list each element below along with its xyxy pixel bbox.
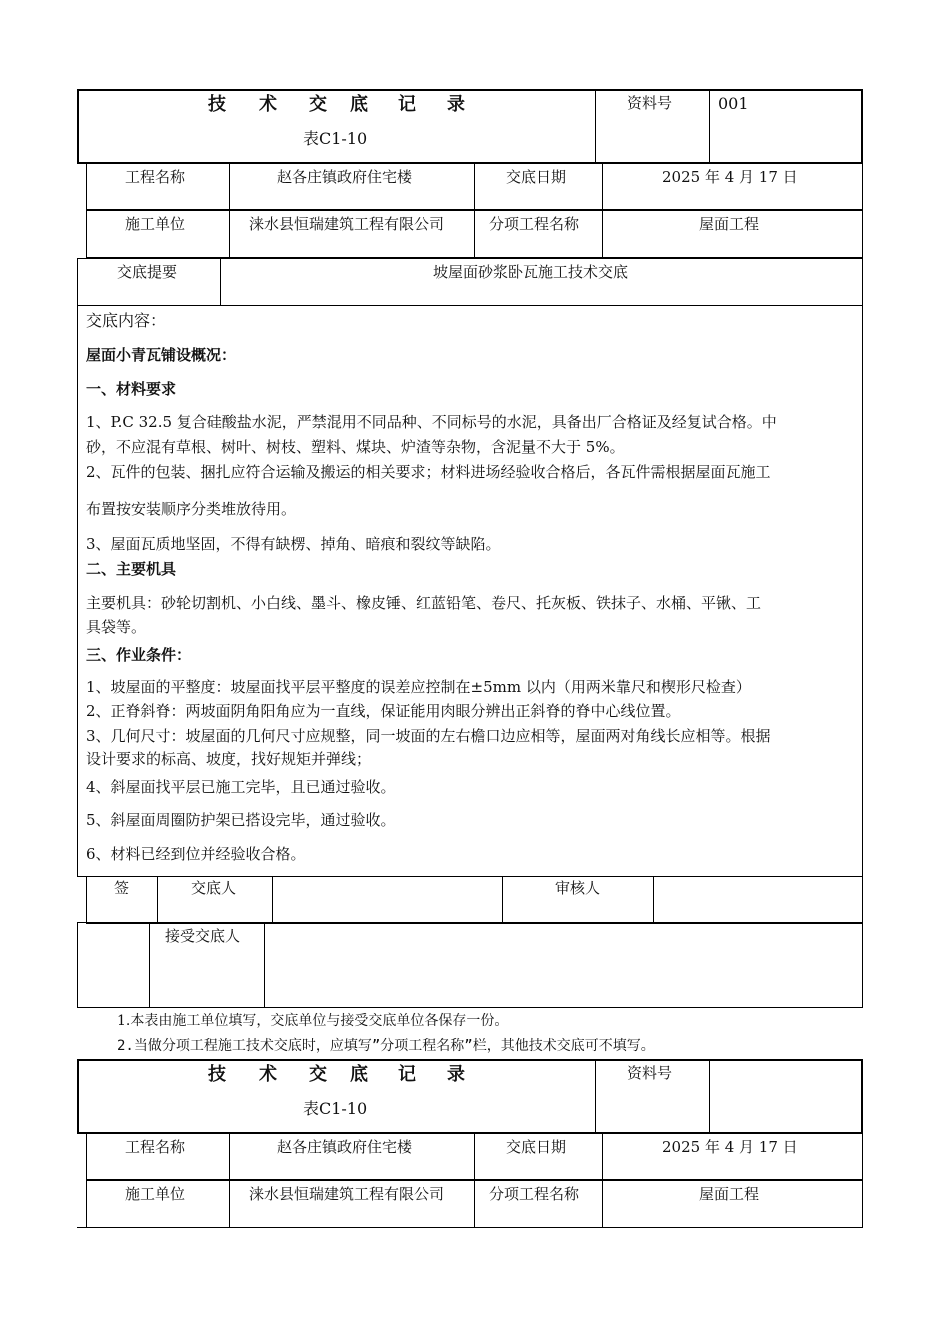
date-label: 交底日期 — [506, 1138, 567, 1156]
section-3-line: 5、斜屋面周圈防护架已搭设完毕，通过验收。 — [86, 811, 396, 829]
subproject-label: 分项工程名称 — [489, 215, 580, 233]
divider — [157, 876, 158, 924]
doc-no-label: 资料号 — [627, 94, 673, 112]
section-3-line: 3、几何尺寸：坡屋面的几何尺寸应规整，同一坡面的左右檐口边应相等，屋面两对角线长应相等。根据 — [86, 727, 771, 745]
note-1: 1.本表由施工单位填写，交底单位与接受交底单位各保存一份。 — [117, 1013, 509, 1029]
subproject-value[interactable]: 屋面工程 — [699, 1185, 760, 1203]
content-heading: 屋面小青瓦铺设概况： — [86, 346, 237, 364]
divider — [264, 922, 265, 1008]
project-name-value[interactable]: 赵各庄镇政府住宅楼 — [277, 1138, 413, 1156]
form-number: 表C1-10 — [303, 129, 368, 148]
form-number: 表C1-10 — [303, 1099, 368, 1118]
date-label: 交底日期 — [506, 168, 567, 186]
section-3-line: 4、斜屋面找平层已施工完毕，且已通过验收。 — [86, 778, 396, 796]
content-label: 交底内容： — [86, 311, 167, 330]
section-1-line: 1、P.C 32.5 复合硅酸盐水泥，严禁混用不同品种、不同标号的水泥，具备出厂合格证及经复试合格。中 — [86, 413, 777, 431]
section-1-line: 3、屋面瓦质地坚固，不得有缺楞、掉角、暗痕和裂纹等缺陷。 — [86, 535, 501, 553]
title-char: 底 — [350, 1064, 368, 1085]
divider — [595, 89, 596, 164]
divider — [149, 922, 150, 1008]
sign-label: 签 — [114, 879, 130, 897]
subproject-value[interactable]: 屋面工程 — [699, 215, 760, 233]
project-name-label: 工程名称 — [125, 168, 186, 186]
title-char: 记 — [398, 94, 416, 115]
section-3-title: 三、作业条件： — [86, 646, 192, 664]
section-2-title: 二、主要机具 — [86, 560, 177, 578]
subproject-label: 分项工程名称 — [489, 1185, 580, 1203]
section-3-line: 6、材料已经到位并经验收合格。 — [86, 845, 306, 863]
form2-header — [77, 1059, 863, 1134]
title-char: 交 — [309, 94, 327, 115]
divider — [220, 258, 221, 306]
section-1-title: 一、材料要求 — [86, 380, 177, 398]
title-char: 记 — [398, 1064, 416, 1085]
reviewer-label: 审核人 — [555, 879, 601, 897]
section-3-line: 2、正脊斜脊：两坡面阴角阳角应为一直线，保证能用肉眼分辨出正斜脊的脊中心线位置。 — [86, 702, 681, 720]
contractor-value[interactable]: 涞水县恒瑞建筑工程有限公司 — [249, 1185, 445, 1203]
title-char: 技 — [208, 1064, 226, 1085]
doc-no-value[interactable]: 001 — [718, 94, 749, 113]
divider — [502, 876, 503, 924]
divider — [709, 89, 710, 164]
title-char: 底 — [350, 94, 368, 115]
contractor-label: 施工单位 — [125, 1185, 186, 1203]
section-1-line: 2、瓦件的包装、捆扎应符合运输及搬运的相关要求；材料进场经验收合格后，各瓦件需根据屋面瓦施工 — [86, 463, 771, 481]
date-value[interactable]: 2025 年 4 月 17 日 — [662, 1138, 798, 1156]
project-name-label: 工程名称 — [125, 1138, 186, 1156]
note-2: 2.当做分项工程施工技术交底时，应填写”分项工程名称”栏，其他技术交底可不填写。 — [117, 1038, 655, 1054]
contractor-value[interactable]: 涞水县恒瑞建筑工程有限公司 — [249, 215, 445, 233]
project-name-value[interactable]: 赵各庄镇政府住宅楼 — [277, 168, 413, 186]
section-3-line: 设计要求的标高、坡度，找好规矩并弹线； — [86, 750, 372, 768]
section-2-line: 主要机具：砂轮切割机、小白线、墨斗、橡皮锤、红蓝铅笔、卷尺、托灰板、铁抹子、水桶、平锹、工 — [86, 594, 762, 612]
summary-label: 交底提要 — [117, 263, 178, 281]
divider — [595, 1059, 596, 1134]
title-char: 交 — [309, 1064, 327, 1085]
section-2-line: 具袋等。 — [86, 618, 147, 636]
title-char: 录 — [447, 1064, 465, 1085]
title-char: 术 — [259, 1064, 277, 1085]
divider — [77, 1227, 87, 1228]
divider — [653, 876, 654, 924]
date-value[interactable]: 2025 年 4 月 17 日 — [662, 168, 798, 186]
handover-person-label: 交底人 — [191, 879, 237, 897]
contractor-label: 施工单位 — [125, 215, 186, 233]
title-char: 技 — [208, 94, 226, 115]
receiver-label: 接受交底人 — [165, 927, 241, 945]
summary-value[interactable]: 坡屋面砂浆卧瓦施工技术交底 — [433, 263, 629, 281]
section-3-line: 1、坡屋面的平整度：坡屋面找平层平整度的误差应控制在±5mm 以内（用两米靠尺和楔形尺检查） — [86, 678, 751, 696]
divider — [709, 1059, 710, 1134]
doc-no-label: 资料号 — [627, 1064, 673, 1082]
section-1-line: 砂，不应混有草根、树叶、树枝、塑料、煤块、炉渣等杂物，含泥量不大于 5%。 — [86, 438, 625, 456]
divider — [272, 876, 273, 924]
title-char: 术 — [259, 94, 277, 115]
title-char: 录 — [447, 94, 465, 115]
section-1-line: 布置按安装顺序分类堆放待用。 — [86, 500, 297, 518]
